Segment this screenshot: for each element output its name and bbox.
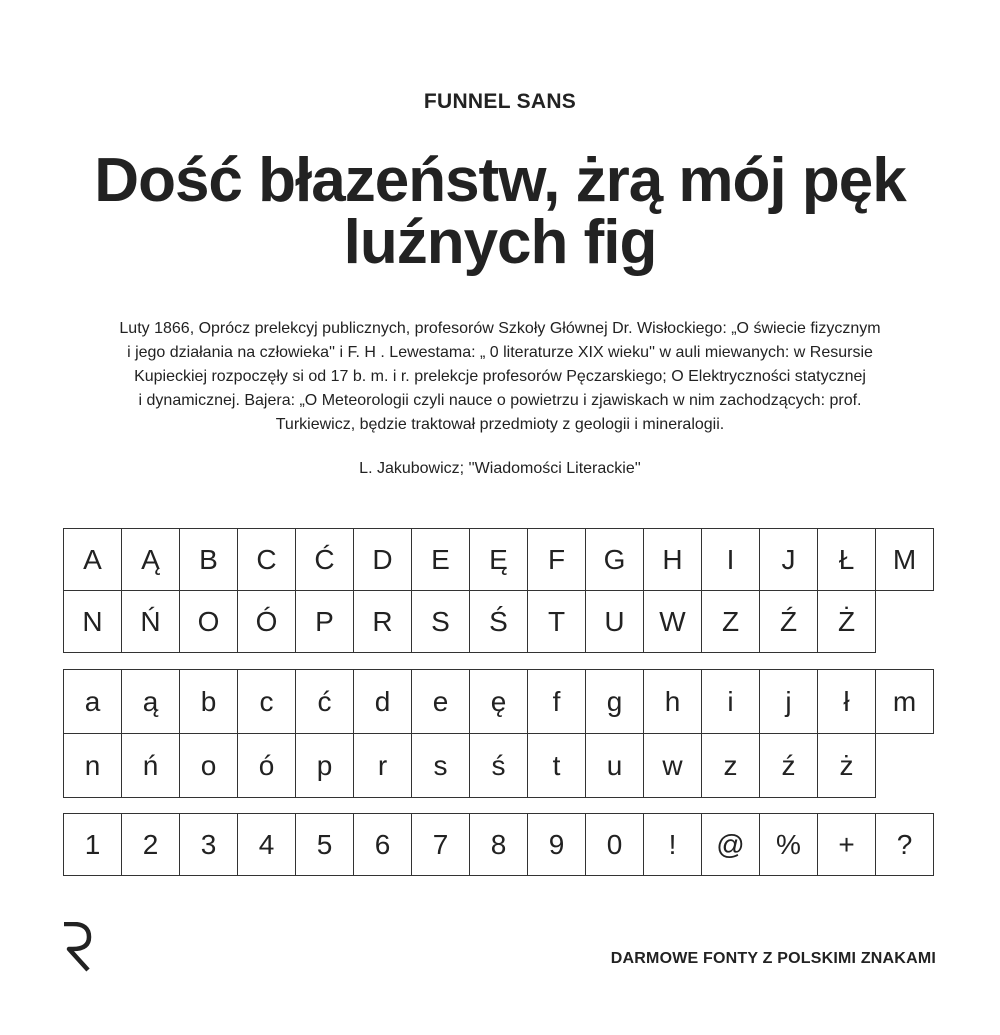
- glyph-cell: h: [643, 669, 702, 734]
- glyph-cell: Ń: [121, 590, 180, 653]
- glyph-cell: R: [353, 590, 412, 653]
- glyph-cell: e: [411, 669, 470, 734]
- headline-line-1: Dość błazeństw, żrą mój pęk: [94, 146, 906, 215]
- glyph-cell: n: [63, 733, 122, 798]
- glyph-cell: 2: [121, 813, 180, 876]
- headline-line-2: luźnych fig: [343, 208, 657, 277]
- glyph-cell: Z: [701, 590, 760, 653]
- glyph-cell: %: [759, 813, 818, 876]
- glyph-cell: ź: [759, 733, 818, 798]
- glyph-cell: Ł: [817, 528, 876, 591]
- glyph-cell: E: [411, 528, 470, 591]
- glyph-cell: c: [237, 669, 296, 734]
- glyph-cell: p: [295, 733, 354, 798]
- glyph-cell: Ć: [295, 528, 354, 591]
- glyph-cell: Ą: [121, 528, 180, 591]
- paragraph-line: Turkiewicz, będzie traktował przedmioty z geologii i mineralogii.: [275, 416, 725, 433]
- glyph-cell: Ź: [759, 590, 818, 653]
- glyph-cell: a: [63, 669, 122, 734]
- glyph-cell: P: [295, 590, 354, 653]
- attribution: L. Jakubowicz; ''Wiadomości Literackie'': [359, 460, 641, 477]
- glyph-cell: @: [701, 813, 760, 876]
- glyph-cell: A: [63, 528, 122, 591]
- glyph-cell: ł: [817, 669, 876, 734]
- glyph-cell: J: [759, 528, 818, 591]
- glyph-cell: o: [179, 733, 238, 798]
- glyph-cell: 1: [63, 813, 122, 876]
- glyph-cell: g: [585, 669, 644, 734]
- glyph-cell: Ż: [817, 590, 876, 653]
- tagline: DARMOWE FONTY Z POLSKIMI ZNAKAMI: [610, 950, 936, 967]
- glyph-cell: C: [237, 528, 296, 591]
- sample-paragraph: [60, 317, 940, 437]
- glyph-cell: ę: [469, 669, 528, 734]
- glyph-cell: ś: [469, 733, 528, 798]
- glyph-cell: M: [875, 528, 934, 591]
- r-logo-icon: [60, 922, 94, 972]
- glyph-cell: ą: [121, 669, 180, 734]
- glyph-cell: 0: [585, 813, 644, 876]
- glyph-cell: r: [353, 733, 412, 798]
- glyph-cell: I: [701, 528, 760, 591]
- symbols-glyph-grid: [64, 814, 934, 876]
- glyph-cell: ć: [295, 669, 354, 734]
- glyph-cell: +: [817, 813, 876, 876]
- glyph-cell: z: [701, 733, 760, 798]
- glyph-cell: 5: [295, 813, 354, 876]
- glyph-cell: T: [527, 590, 586, 653]
- glyph-cell: ó: [237, 733, 296, 798]
- glyph-cell: 3: [179, 813, 238, 876]
- glyph-cell: O: [179, 590, 238, 653]
- glyph-cell: u: [585, 733, 644, 798]
- glyph-cell: Ę: [469, 528, 528, 591]
- paragraph-line: i dynamicznej. Bajera: „O Meteorologii czyli nauce o powietrzu i zjawiskach w nim zachodzących: prof.: [138, 392, 862, 409]
- glyph-cell: W: [643, 590, 702, 653]
- uppercase-glyph-grid: [64, 529, 934, 653]
- glyph-cell: 8: [469, 813, 528, 876]
- glyph-cell: m: [875, 669, 934, 734]
- glyph-cell: w: [643, 733, 702, 798]
- paragraph-line: Luty 1866, Oprócz prelekcyj publicznych, profesorów Szkoły Głównej Dr. Wisłockiego: „O świecie fizycznym: [119, 320, 881, 337]
- glyph-cell: H: [643, 528, 702, 591]
- glyph-cell: !: [643, 813, 702, 876]
- glyph-cell: Ó: [237, 590, 296, 653]
- glyph-cell: N: [63, 590, 122, 653]
- glyph-cell: F: [527, 528, 586, 591]
- paragraph-line: i jego działania na człowieka'' i F. H . Lewestama: „ 0 literaturze XIX wieku'' w auli miewanych: w Resursie: [127, 344, 873, 361]
- glyph-cell: s: [411, 733, 470, 798]
- glyph-cell: S: [411, 590, 470, 653]
- font-name: FUNNEL SANS: [423, 90, 577, 113]
- glyph-cell: ż: [817, 733, 876, 798]
- glyph-cell: f: [527, 669, 586, 734]
- glyph-cell: 7: [411, 813, 470, 876]
- glyph-cell: ?: [875, 813, 934, 876]
- glyph-cell: U: [585, 590, 644, 653]
- glyph-cell: i: [701, 669, 760, 734]
- glyph-cell: t: [527, 733, 586, 798]
- glyph-cell: j: [759, 669, 818, 734]
- paragraph-line: Kupieckiej rozpoczęły si od 17 b. m. i r. prelekcje profesorów Pęczarskiego; O Elektryczności statycznej: [134, 368, 866, 385]
- glyph-cell: d: [353, 669, 412, 734]
- glyph-cell: 4: [237, 813, 296, 876]
- glyph-cell: 6: [353, 813, 412, 876]
- lowercase-glyph-grid: [64, 670, 934, 798]
- glyph-cell: ń: [121, 733, 180, 798]
- glyph-cell: G: [585, 528, 644, 591]
- headline: [40, 146, 960, 277]
- glyph-cell: Ś: [469, 590, 528, 653]
- glyph-cell: b: [179, 669, 238, 734]
- glyph-cell: D: [353, 528, 412, 591]
- glyph-cell: B: [179, 528, 238, 591]
- glyph-cell: 9: [527, 813, 586, 876]
